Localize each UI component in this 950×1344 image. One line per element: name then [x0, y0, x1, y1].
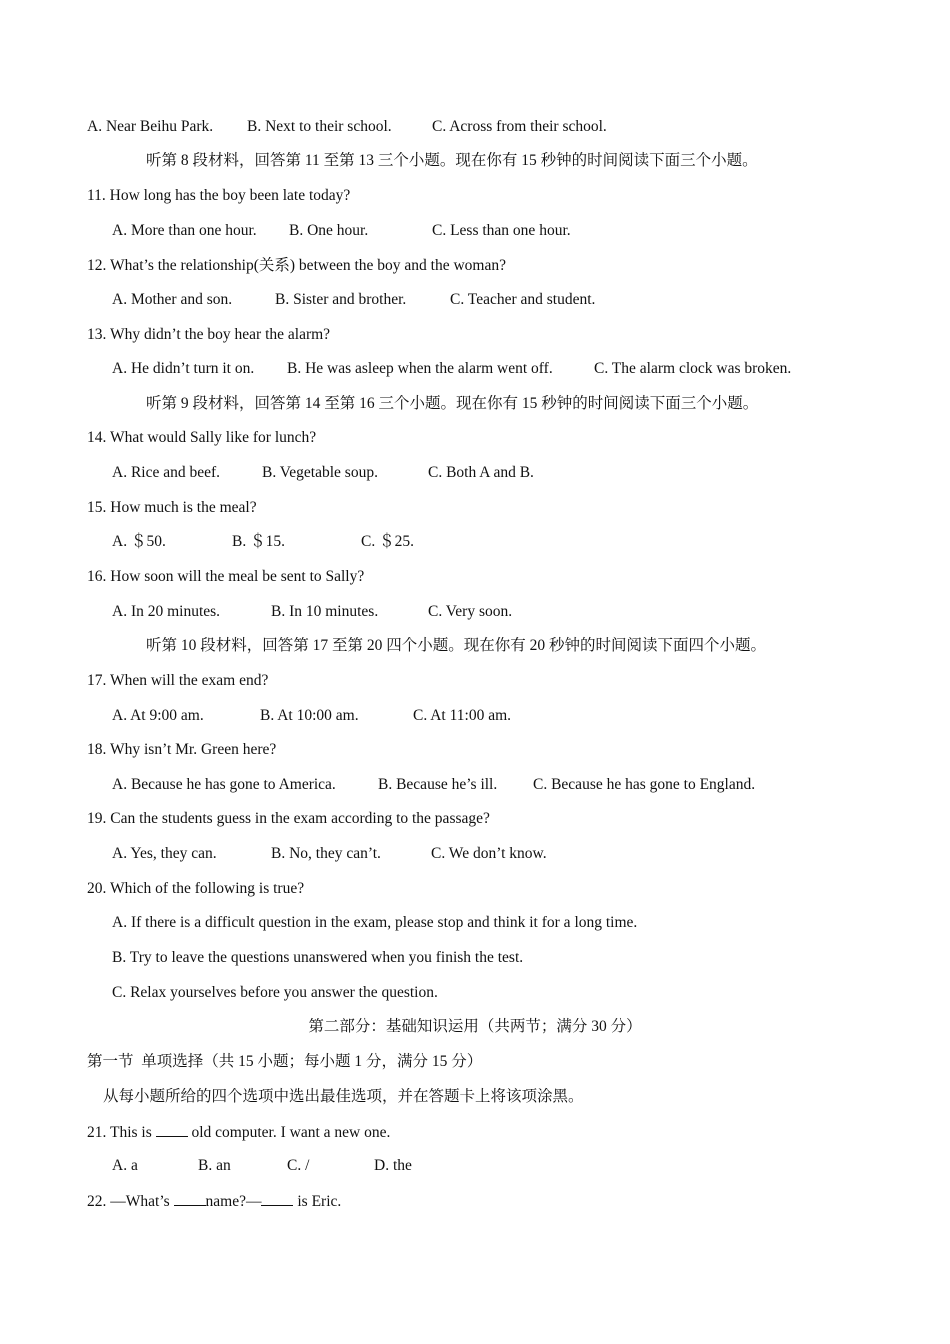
listening-instruction: 听第 10 段材料，回答第 17 至第 20 四个小题。现在你有 20 秒钟的时间阅读下面四个小题。	[146, 637, 767, 654]
answer-option: C. Relax yourselves before you answer the question.	[112, 984, 438, 1001]
answer-blank	[261, 1191, 293, 1206]
answer-option: C. The alarm clock was broken.	[594, 360, 792, 377]
answer-option: A. Near Beihu Park.	[87, 118, 214, 135]
fill-blank-question	[87, 1122, 390, 1143]
question-text: 14. What would Sally like for lunch?	[87, 429, 317, 446]
answer-option: B. ＄15.	[232, 533, 285, 550]
question-text: 16. How soon will the meal be sent to Sally?	[87, 568, 365, 585]
question-text: name?—	[205, 1193, 262, 1210]
answer-option: A. Because he has gone to America.	[112, 776, 336, 793]
question-text: 第一节 单项选择（共 15 小题；每小题 1 分，满分 15 分）	[87, 1053, 483, 1070]
question-text: 18. Why isn’t Mr. Green here?	[87, 741, 277, 758]
answer-option: B. At 10:00 am.	[260, 707, 359, 724]
answer-option: B. Vegetable soup.	[262, 464, 378, 481]
answer-option: B. Try to leave the questions unanswered when you finish the test.	[112, 949, 524, 966]
section-instruction: 从每小题所给的四个选项中选出最佳选项，并在答题卡上将该项涂黑。	[103, 1088, 584, 1105]
answer-option: A. More than one hour.	[112, 222, 257, 239]
answer-option: A. a	[112, 1157, 138, 1174]
answer-option: C. Both A and B.	[428, 464, 534, 481]
answer-option: A. He didn’t turn it on.	[112, 360, 255, 377]
answer-option: B. In 10 minutes.	[271, 603, 379, 620]
answer-option: C. Across from their school.	[432, 118, 607, 135]
question-text: 22. —What’s	[87, 1193, 174, 1210]
question-text: 20. Which of the following is true?	[87, 880, 305, 897]
answer-option: C. Less than one hour.	[432, 222, 571, 239]
answer-option: C. At 11:00 am.	[413, 707, 512, 724]
answer-option: B. Sister and brother.	[275, 291, 407, 308]
answer-option: A. Rice and beef.	[112, 464, 221, 481]
answer-option: B. One hour.	[289, 222, 369, 239]
question-text: 21. This is	[87, 1124, 156, 1141]
answer-option: C. We don’t know.	[431, 845, 547, 862]
answer-option: C. ＄25.	[361, 533, 414, 550]
part-heading: 第二部分：基础知识运用（共两节；满分 30 分）	[308, 1018, 642, 1035]
question-text: 15. How much is the meal?	[87, 499, 257, 516]
listening-instruction: 听第 9 段材料，回答第 14 至第 16 三个小题。现在你有 15 秒钟的时间阅读下面三个小题。	[146, 395, 759, 412]
question-text: 12. What’s the relationship(关系) between the boy and the woman?	[87, 257, 506, 274]
answer-option: A. ＄50.	[112, 533, 166, 550]
answer-option: A. At 9:00 am.	[112, 707, 204, 724]
answer-option: B. No, they can’t.	[271, 845, 381, 862]
answer-option: A. If there is a difficult question in the exam, please stop and think it for a long time.	[112, 914, 638, 931]
answer-option: C. Because he has gone to England.	[533, 776, 756, 793]
answer-option: A. In 20 minutes.	[112, 603, 221, 620]
question-text: 13. Why didn’t the boy hear the alarm?	[87, 326, 331, 343]
answer-option: A. Mother and son.	[112, 291, 233, 308]
answer-blank	[174, 1191, 206, 1206]
answer-option: C. /	[287, 1157, 310, 1174]
answer-option: B. an	[198, 1157, 231, 1174]
answer-option: B. Because he’s ill.	[378, 776, 498, 793]
answer-option: C. Teacher and student.	[450, 291, 596, 308]
question-text: old computer. I want a new one.	[187, 1124, 391, 1141]
question-text: 17. When will the exam end?	[87, 672, 269, 689]
question-text: is Eric.	[293, 1193, 342, 1210]
answer-option: B. Next to their school.	[247, 118, 392, 135]
question-text: 19. Can the students guess in the exam according to the passage?	[87, 810, 490, 827]
answer-option: A. Yes, they can.	[112, 845, 217, 862]
answer-option: C. Very soon.	[428, 603, 513, 620]
fill-blank-question	[87, 1191, 341, 1212]
listening-instruction: 听第 8 段材料，回答第 11 至第 13 三个小题。现在你有 15 秒钟的时间阅读下面三个小题。	[146, 152, 758, 169]
answer-option: B. He was asleep when the alarm went off.	[287, 360, 553, 377]
answer-blank	[156, 1122, 188, 1137]
answer-option: D. the	[374, 1157, 412, 1174]
question-text: 11. How long has the boy been late today?	[87, 187, 351, 204]
